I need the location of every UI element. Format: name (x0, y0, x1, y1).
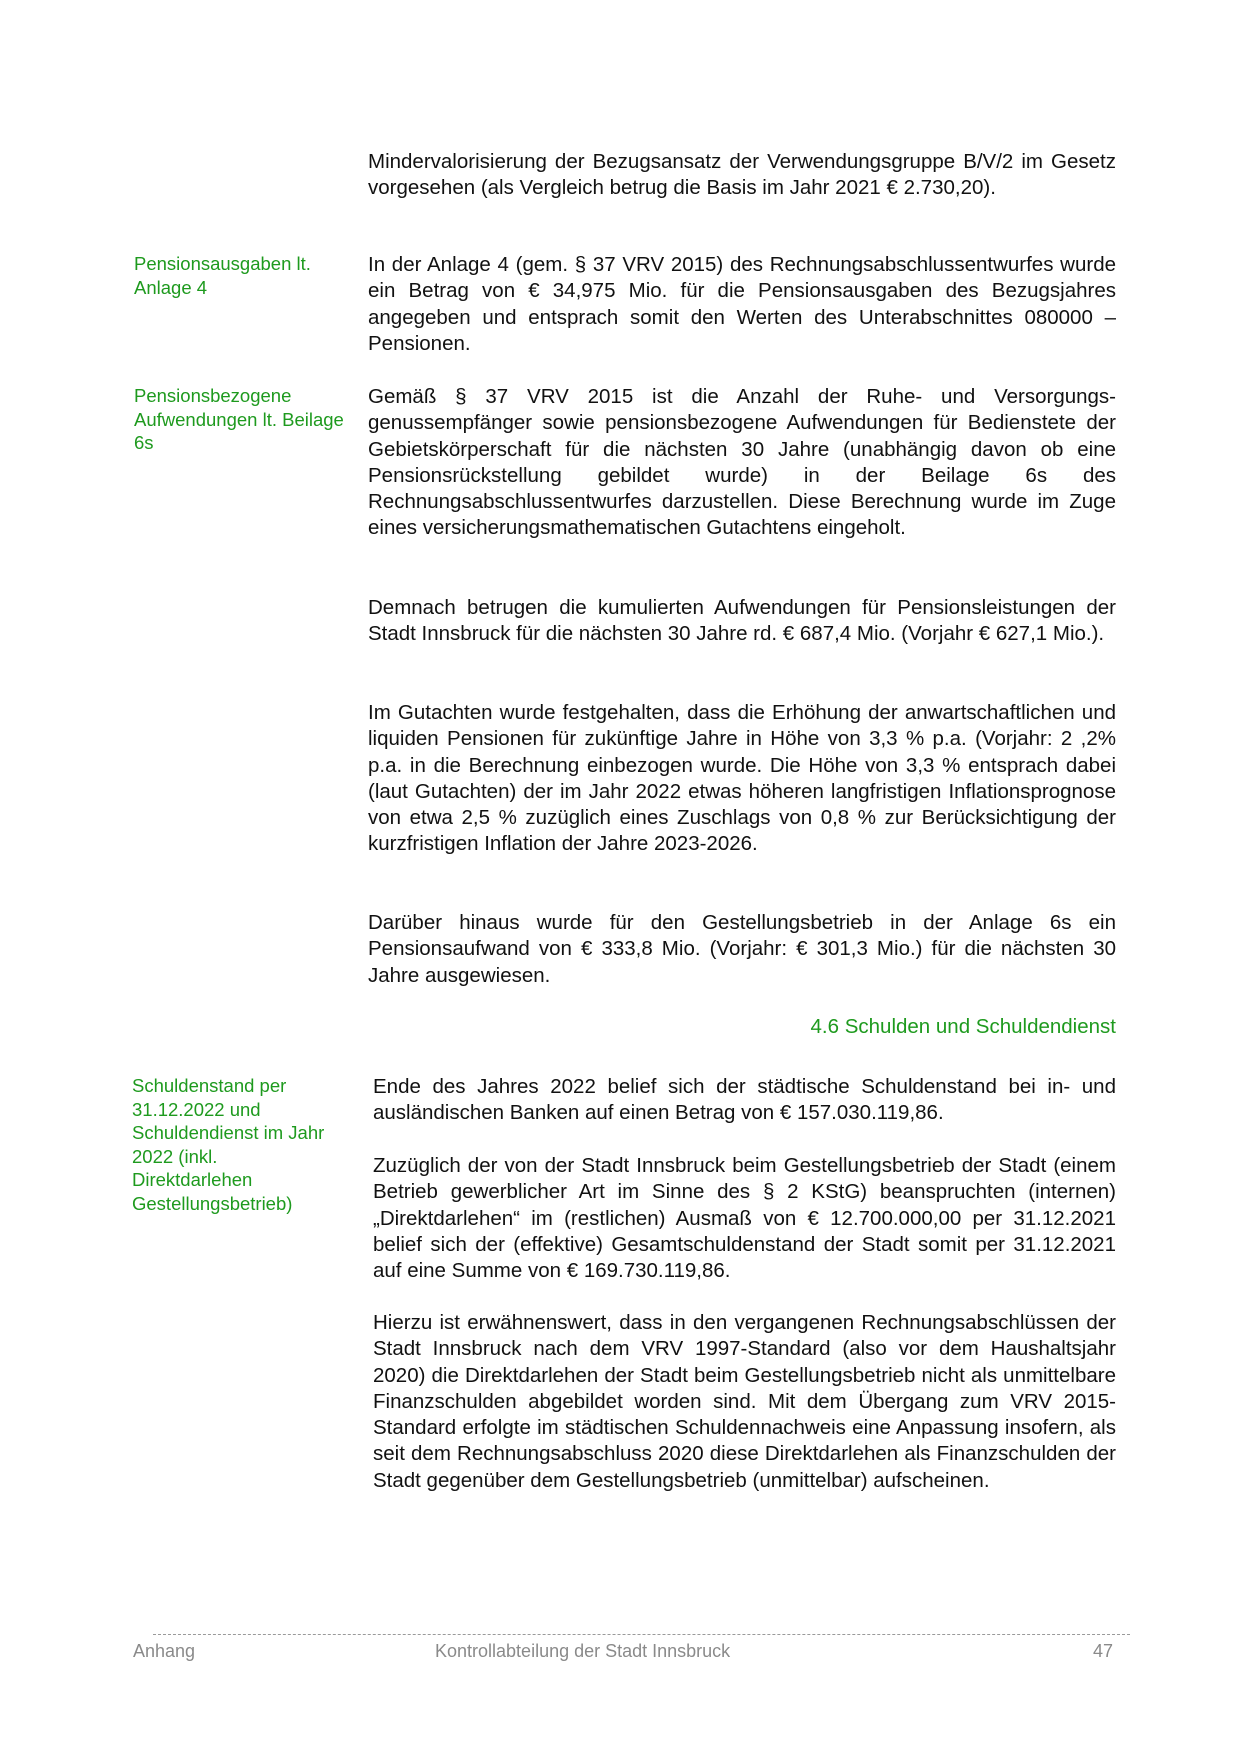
paragraph-gestellungsbetrieb: Darüber hinaus wurde für den Gestellungsbetrieb in der Anlage 6s ein Pensionsaufwand von € 333,8 Mio. (Vorjahr: € 301,3 Mio.) für die nächsten 30 Jahre ausgewiesen. (368, 911, 1116, 987)
paragraph-vrv-standard: Hierzu ist erwähnenswert, dass in den vergangenen Rechnungsabschlüssen der Stadt Innsbruck nach dem VRV 1997-Standard (also vor dem Haushaltsjahr 2020) die Direktdarlehen der Stadt beim Gestellungsbetrieb nicht als unmittelbare Finanzschulden abgebildet worden sind. Mit dem Übergang zum VRV 2015-Standard erfolgte im städtischen Schuldennachweis eine Anpassung insofern, als seit dem Rechnungsabschluss 2020 diese Direktdarlehen als Finanzschulden der Stadt gegenüber dem Gestellungsbetrieb (unmittelbar) aufscheinen. (373, 1311, 1116, 1492)
paragraph-direktdarlehen: Zuzüglich der von der Stadt Innsbruck beim Gestellungsbetrieb der Stadt (einem Betrieb gewerblicher Art im Sinne des § 2 KStG) beanspruchten (internen) „Direktdarlehen“ im (restlichen) Ausmaß von € 12.700.000,00 per 31.12.2021 belief sich der (effektive) Gesamtschuldenstand der Stadt somit per 31.12.2021 auf eine Summe von € 169.730.119,86. (373, 1154, 1116, 1283)
paragraph-kumulierte-aufwendungen: Demnach betrugen die kumulierten Aufwendungen für Pensionsleistungen der Stadt Innsbruck für die nächsten 30 Jahre rd. € 687,4 Mio. (Vorjahr € 627,1 Mio.). (368, 596, 1116, 646)
section-heading: 4.6 Schulden und Schuldendienst (810, 1015, 1116, 1038)
paragraph-schuldenstand: Ende des Jahres 2022 belief sich der städtische Schuldenstand bei in- und ausländischen Banken auf einen Betrag von € 157.030.119,86. (373, 1075, 1116, 1125)
paragraph-gutachten: Im Gutachten wurde festgehalten, dass die Erhöhung der anwartschaftlichen und liquiden Pensionen für zukünftige Jahre in Höhe von 3,3 % p.a. (Vorjahr: 2 ,2% p.a. in die Berechnung einbezogen wurde. Die Höhe von 3,3 % entsprach dabei (laut Gutachten) der im Jahr 2022 etwas höheren langfristigen Inflationsprognose von etwa 2,5 % zuzüglich eines Zuschlags von 0,8 % zur Berücksichtigung der kurzfristigen Inflation der Jahre 2023-2026. (368, 701, 1116, 856)
page-number: 47 (1093, 1641, 1114, 1661)
paragraph-beilage-6s: Gemäß § 37 VRV 2015 ist die Anzahl der Ruhe- und Versorgungsgenussempfänger sowie pensionsbezogene Aufwendungen für Bedienstete der Gebietskörperschaft für die nächsten 30 Jahre (unabhängig davon ob eine Pensionsrückstellung gebildet wurde) in der Beilage 6s des Rechnungsabschlussentwurfes darzustellen. Diese Berechnung wurde im Zuge eines versicherungsmathematischen Gutachtens eingeholt. (368, 385, 1116, 540)
footer-organization: Kontrollabteilung der Stadt Innsbruck (435, 1641, 731, 1661)
footer-section: Anhang (133, 1641, 196, 1661)
footer-divider (153, 1634, 1130, 1635)
margin-note-pensionsbezogen: Pensionsbezogene Aufwendungen lt. Beilage 6s (134, 385, 344, 453)
margin-note-schuldenstand: Schuldenstand per 31.12.2022 und Schuldendienst im Jahr 2022 (inkl. Direktdarlehen Gestellungsbetrieb) (132, 1075, 325, 1214)
paragraph-valorisierung: Mindervalorisierung der Bezugsansatz der Verwendungsgruppe B/V/2 im Gesetz vorgesehen (als Vergleich betrug die Basis im Jahr 2021 € 2.730,20). (368, 150, 1116, 200)
paragraph-anlage-4: In der Anlage 4 (gem. § 37 VRV 2015) des Rechnungsabschlussentwurfes wurde ein Betrag von € 34,975 Mio. für die Pensionsausgaben des Bezugsjahres angegeben und entsprach somit den Werten des Unterabschnittes 080000 – Pensionen. (368, 253, 1116, 355)
margin-note-pensionsausgaben: Pensionsausgaben lt. Anlage 4 (134, 253, 311, 298)
